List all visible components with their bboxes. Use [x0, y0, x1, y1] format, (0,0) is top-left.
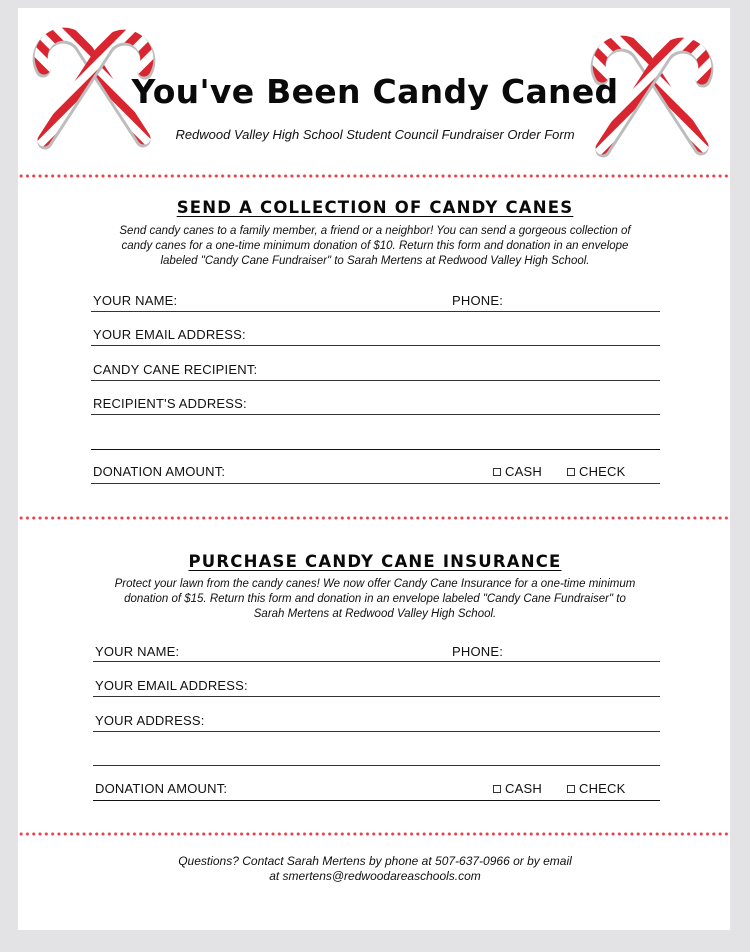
- page-title: You've Been Candy Caned: [131, 72, 619, 111]
- divider-bottom: [18, 832, 730, 836]
- s1-email-label: YOUR EMAIL ADDRESS:: [93, 327, 246, 342]
- s2-cash-label: CASH: [505, 781, 542, 796]
- s1-recipient-address-label: RECIPIENT'S ADDRESS:: [93, 396, 247, 411]
- footer-line-2: at smertens@redwoodareaschools.com: [269, 869, 481, 883]
- s2-donation-field[interactable]: [93, 800, 660, 801]
- s1-check-option[interactable]: [567, 464, 626, 479]
- section2-description: Protect your lawn from the candy canes! We now offer Candy Cane Insurance for a one-time minimum donation of $15. Return this form and donation in an envelope labeled "Candy Cane Fundraiser" to Sarah Mertens at Redwood Valley High School.: [114, 578, 636, 620]
- s1-cash-checkbox[interactable]: [493, 468, 501, 476]
- section1-description: Send candy canes to a family member, a friend or a neighbor! You can send a gorgeous collection of candy canes for a one-time minimum donation of $10. Return this form and donation in an envelope labeled "Candy Cane Fundraiser" to Sarah Mertens at Redwood Valley High School.: [119, 225, 631, 267]
- s1-recipient-address-field[interactable]: [91, 414, 660, 415]
- s2-cash-option[interactable]: [493, 781, 542, 796]
- s1-cash-option[interactable]: [493, 464, 542, 479]
- s2-email-field[interactable]: [93, 696, 660, 697]
- s1-donation-label: DONATION AMOUNT:: [93, 464, 226, 479]
- s1-recipient-address-field-2[interactable]: [91, 449, 660, 450]
- s2-phone-label: PHONE:: [452, 644, 504, 659]
- section2-heading: PURCHASE CANDY CANE INSURANCE: [188, 552, 562, 571]
- s2-address-label: YOUR ADDRESS:: [95, 713, 205, 728]
- s1-cash-label: CASH: [505, 464, 542, 479]
- section1-heading: SEND A COLLECTION OF CANDY CANES: [176, 198, 574, 217]
- s1-check-label: CHECK: [579, 464, 626, 479]
- s1-check-checkbox[interactable]: [567, 468, 575, 476]
- s1-email-field[interactable]: [91, 345, 660, 346]
- s1-name-field[interactable]: [91, 311, 660, 312]
- s1-recipient-label: CANDY CANE RECIPIENT:: [93, 362, 258, 377]
- s2-cash-checkbox[interactable]: [493, 785, 501, 793]
- footer-contact: [0, 854, 750, 884]
- s1-recipient-field[interactable]: [91, 380, 660, 381]
- s2-check-label: CHECK: [579, 781, 626, 796]
- footer-line-1: Questions? Contact Sarah Mertens by phone at 507-637-0966 or by email: [178, 854, 572, 868]
- divider-top: [18, 174, 730, 178]
- s2-address-field-2[interactable]: [93, 765, 660, 766]
- divider-middle: [18, 516, 730, 520]
- s2-email-label: YOUR EMAIL ADDRESS:: [95, 678, 248, 693]
- s2-name-field[interactable]: [93, 661, 660, 662]
- s2-address-field[interactable]: [93, 731, 660, 732]
- s2-check-checkbox[interactable]: [567, 785, 575, 793]
- page-subtitle: Redwood Valley High School Student Council Fundraiser Order Form: [175, 127, 575, 142]
- s2-name-label: YOUR NAME:: [95, 644, 180, 659]
- s2-donation-label: DONATION AMOUNT:: [95, 781, 228, 796]
- s1-phone-label: PHONE:: [452, 293, 504, 308]
- s2-check-option[interactable]: [567, 781, 626, 796]
- s1-donation-field[interactable]: [91, 483, 660, 484]
- s1-name-label: YOUR NAME:: [93, 293, 178, 308]
